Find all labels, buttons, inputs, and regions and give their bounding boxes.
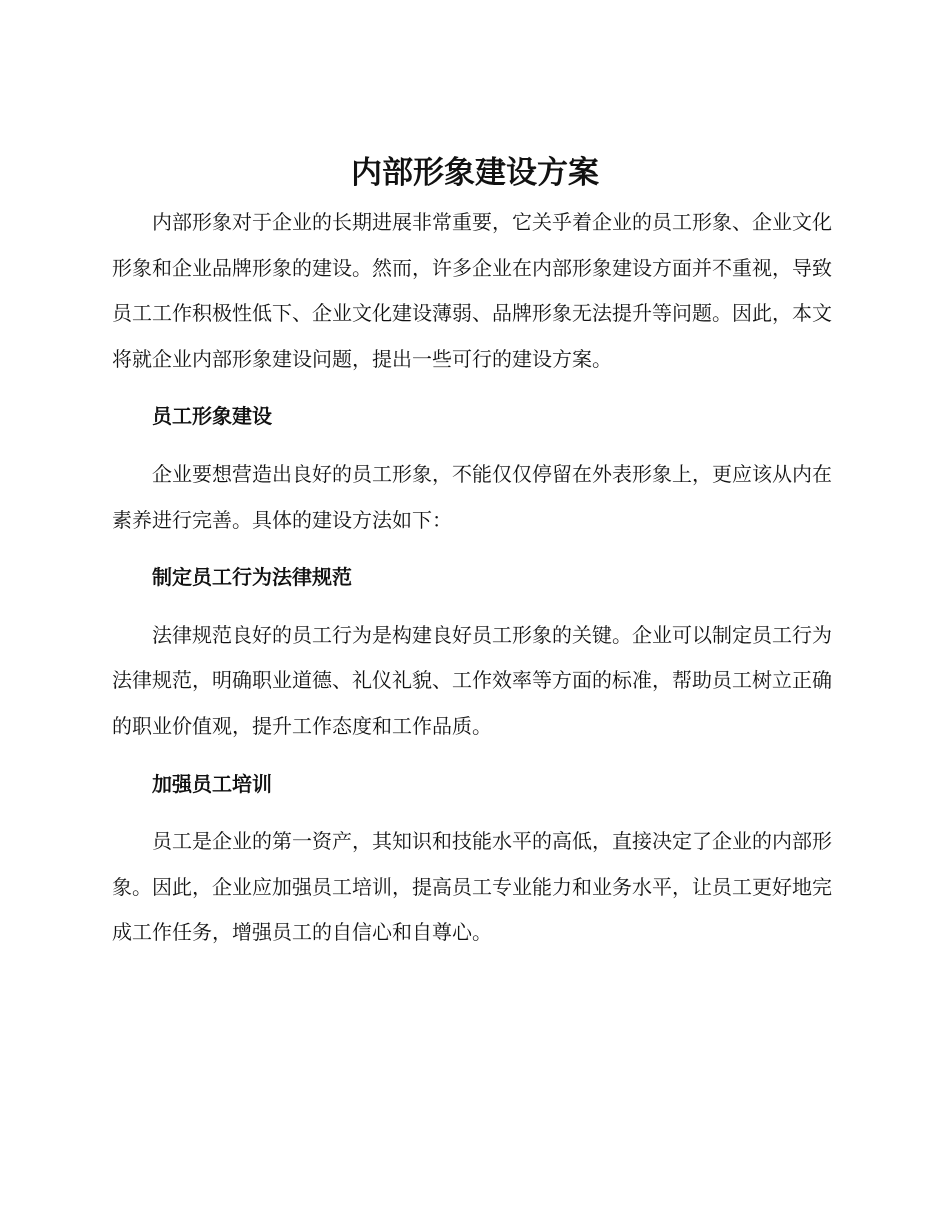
spacer	[112, 750, 832, 762]
section-heading-behavior-rules: 制定员工行为法律规范	[152, 565, 352, 590]
section-heading-employee-image: 员工形象建设	[152, 404, 272, 429]
document-body	[112, 200, 832, 956]
document-title: 内部形象建设方案	[351, 155, 599, 191]
spacer	[112, 543, 832, 555]
section-paragraph-behavior-rules: 法律规范良好的员工行为是构建良好员工形象的关键。企业可以制定员工行为法律规范，明确职业道德、礼仪礼貌、工作效率等方面的标准，帮助员工树立正确的职业价值观，提升工作态度和工作品质。	[112, 622, 832, 738]
spacer	[112, 382, 832, 394]
section-heading-training: 加强员工培训	[152, 771, 272, 796]
spacer	[112, 601, 832, 613]
spacer	[112, 807, 832, 819]
section-paragraph-employee-image: 企业要想营造出良好的员工形象，不能仅仅停留在外表形象上，更应该从内在素养进行完善。具体的建设方法如下：	[112, 461, 832, 532]
intro-paragraph: 内部形象对于企业的长期进展非常重要，它关乎着企业的员工形象、企业文化形象和企业品牌形象的建设。然而，许多企业在内部形象建设方面并不重视，导致员工工作积极性低下、企业文化建设薄弱、品牌形象无法提升等问题。因此，本文将就企业内部形象建设问题，提出一些可行的建设方案。	[112, 210, 832, 371]
spacer	[112, 440, 832, 452]
section-paragraph-training: 员工是企业的第一资产，其知识和技能水平的高低，直接决定了企业的内部形象。因此，企业应加强员工培训，提高员工专业能力和业务水平，让员工更好地完成工作任务，增强员工的自信心和自尊心。	[112, 829, 832, 945]
